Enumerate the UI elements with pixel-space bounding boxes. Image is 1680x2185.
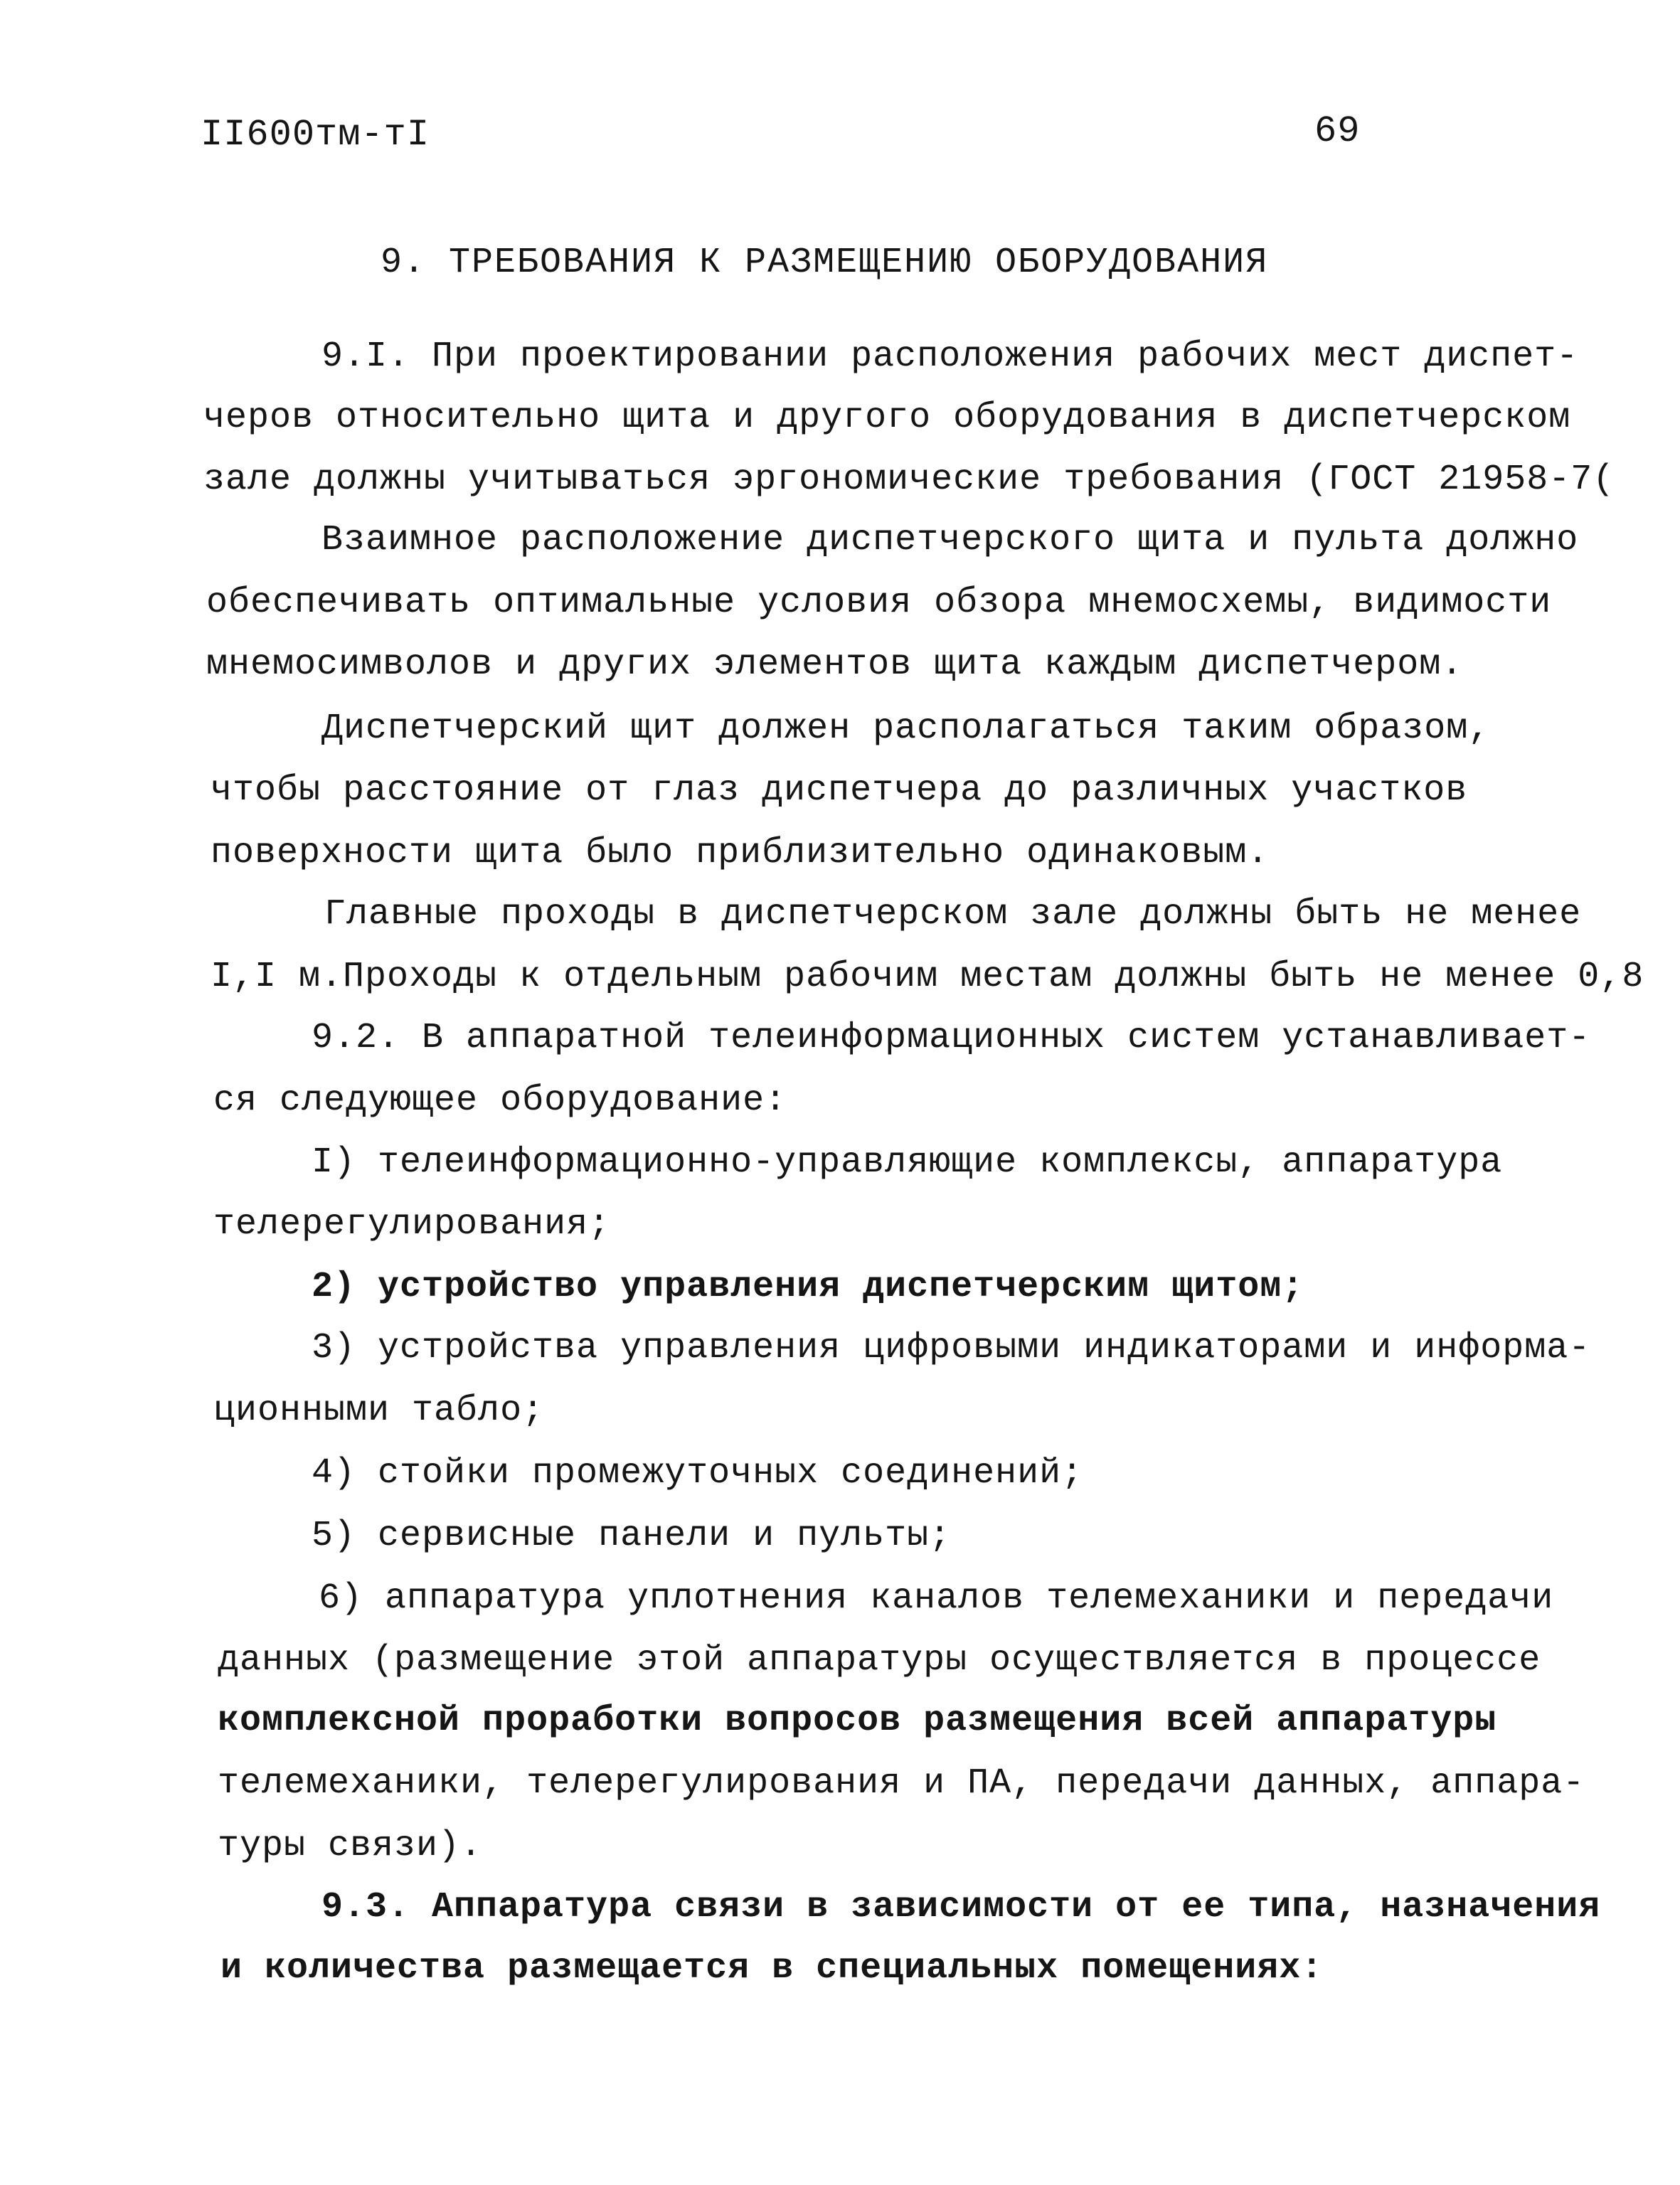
text-line: и количества размещается в специальных помещениях: [220, 1948, 1324, 1989]
text-line: телерегулирования; [213, 1204, 611, 1245]
document-code: II600тм-тI [201, 114, 430, 156]
text-line: комплексной проработки вопросов размещения всей аппаратуры [218, 1701, 1497, 1741]
text-line: 3) устройства управления цифровыми индикаторами и информа- [312, 1328, 1591, 1368]
text-line: 6) аппаратура уплотнения каналов телемеханики и передачи [319, 1578, 1554, 1619]
text-line: данных (размещение этой аппаратуры осуществляется в процессе [218, 1640, 1541, 1681]
text-line: I) телеинформационно-управляющие комплексы, аппаратура [312, 1142, 1503, 1183]
text-line: телемеханики, телерегулирования и ПА, передачи данных, аппара- [218, 1763, 1585, 1804]
text-line: ся следующее оборудование: [213, 1080, 787, 1121]
text-line: 2) устройство управления диспетчерским щитом; [312, 1267, 1304, 1307]
text-line: 9.2. В аппаратной телеинформационных систем устанавливает- [312, 1018, 1591, 1058]
text-line: I,I м.Проходы к отдельным рабочим местам должны быть не менее 0,8 [211, 957, 1644, 997]
page-number: 69 [1314, 110, 1361, 152]
text-line: обеспечивать оптимальные условия обзора мнемосхемы, видимости [206, 583, 1552, 623]
text-line: 5) сервисные панели и пульты; [312, 1516, 952, 1556]
text-line: зале должны учитываться эргономические требования (ГОСТ 21958-7( [203, 459, 1615, 500]
text-line: ционными табло; [213, 1391, 545, 1431]
text-line: Главные проходы в диспетчерском зале должны быть не менее [324, 894, 1582, 935]
text-line: туры связи). [218, 1826, 483, 1866]
text-line: Диспетчерский щит должен располагаться таким образом, [321, 708, 1491, 749]
text-line: чтобы расстояние от глаз диспетчера до различных участков [211, 770, 1468, 811]
text-line: Взаимное расположение диспетчерского щита и пульта должно [321, 520, 1579, 560]
text-line: черов относительно щита и другого оборудования в диспетчерском [203, 398, 1571, 438]
text-line: 9.3. Аппаратура связи в зависимости от ее типа, назначения [321, 1887, 1601, 1928]
section-title: 9. ТРЕБОВАНИЯ К РАЗМЕЩЕНИЮ ОБОРУДОВАНИЯ [381, 243, 1269, 283]
text-line: мнемосимволов и других элементов щита каждым диспетчером. [206, 644, 1464, 685]
text-line: поверхности щита было приблизительно одинаковым. [211, 833, 1270, 873]
text-line: 4) стойки промежуточных соединений; [312, 1453, 1084, 1494]
text-line: 9.I. При проектировании расположения рабочих мест диспет- [321, 336, 1579, 377]
